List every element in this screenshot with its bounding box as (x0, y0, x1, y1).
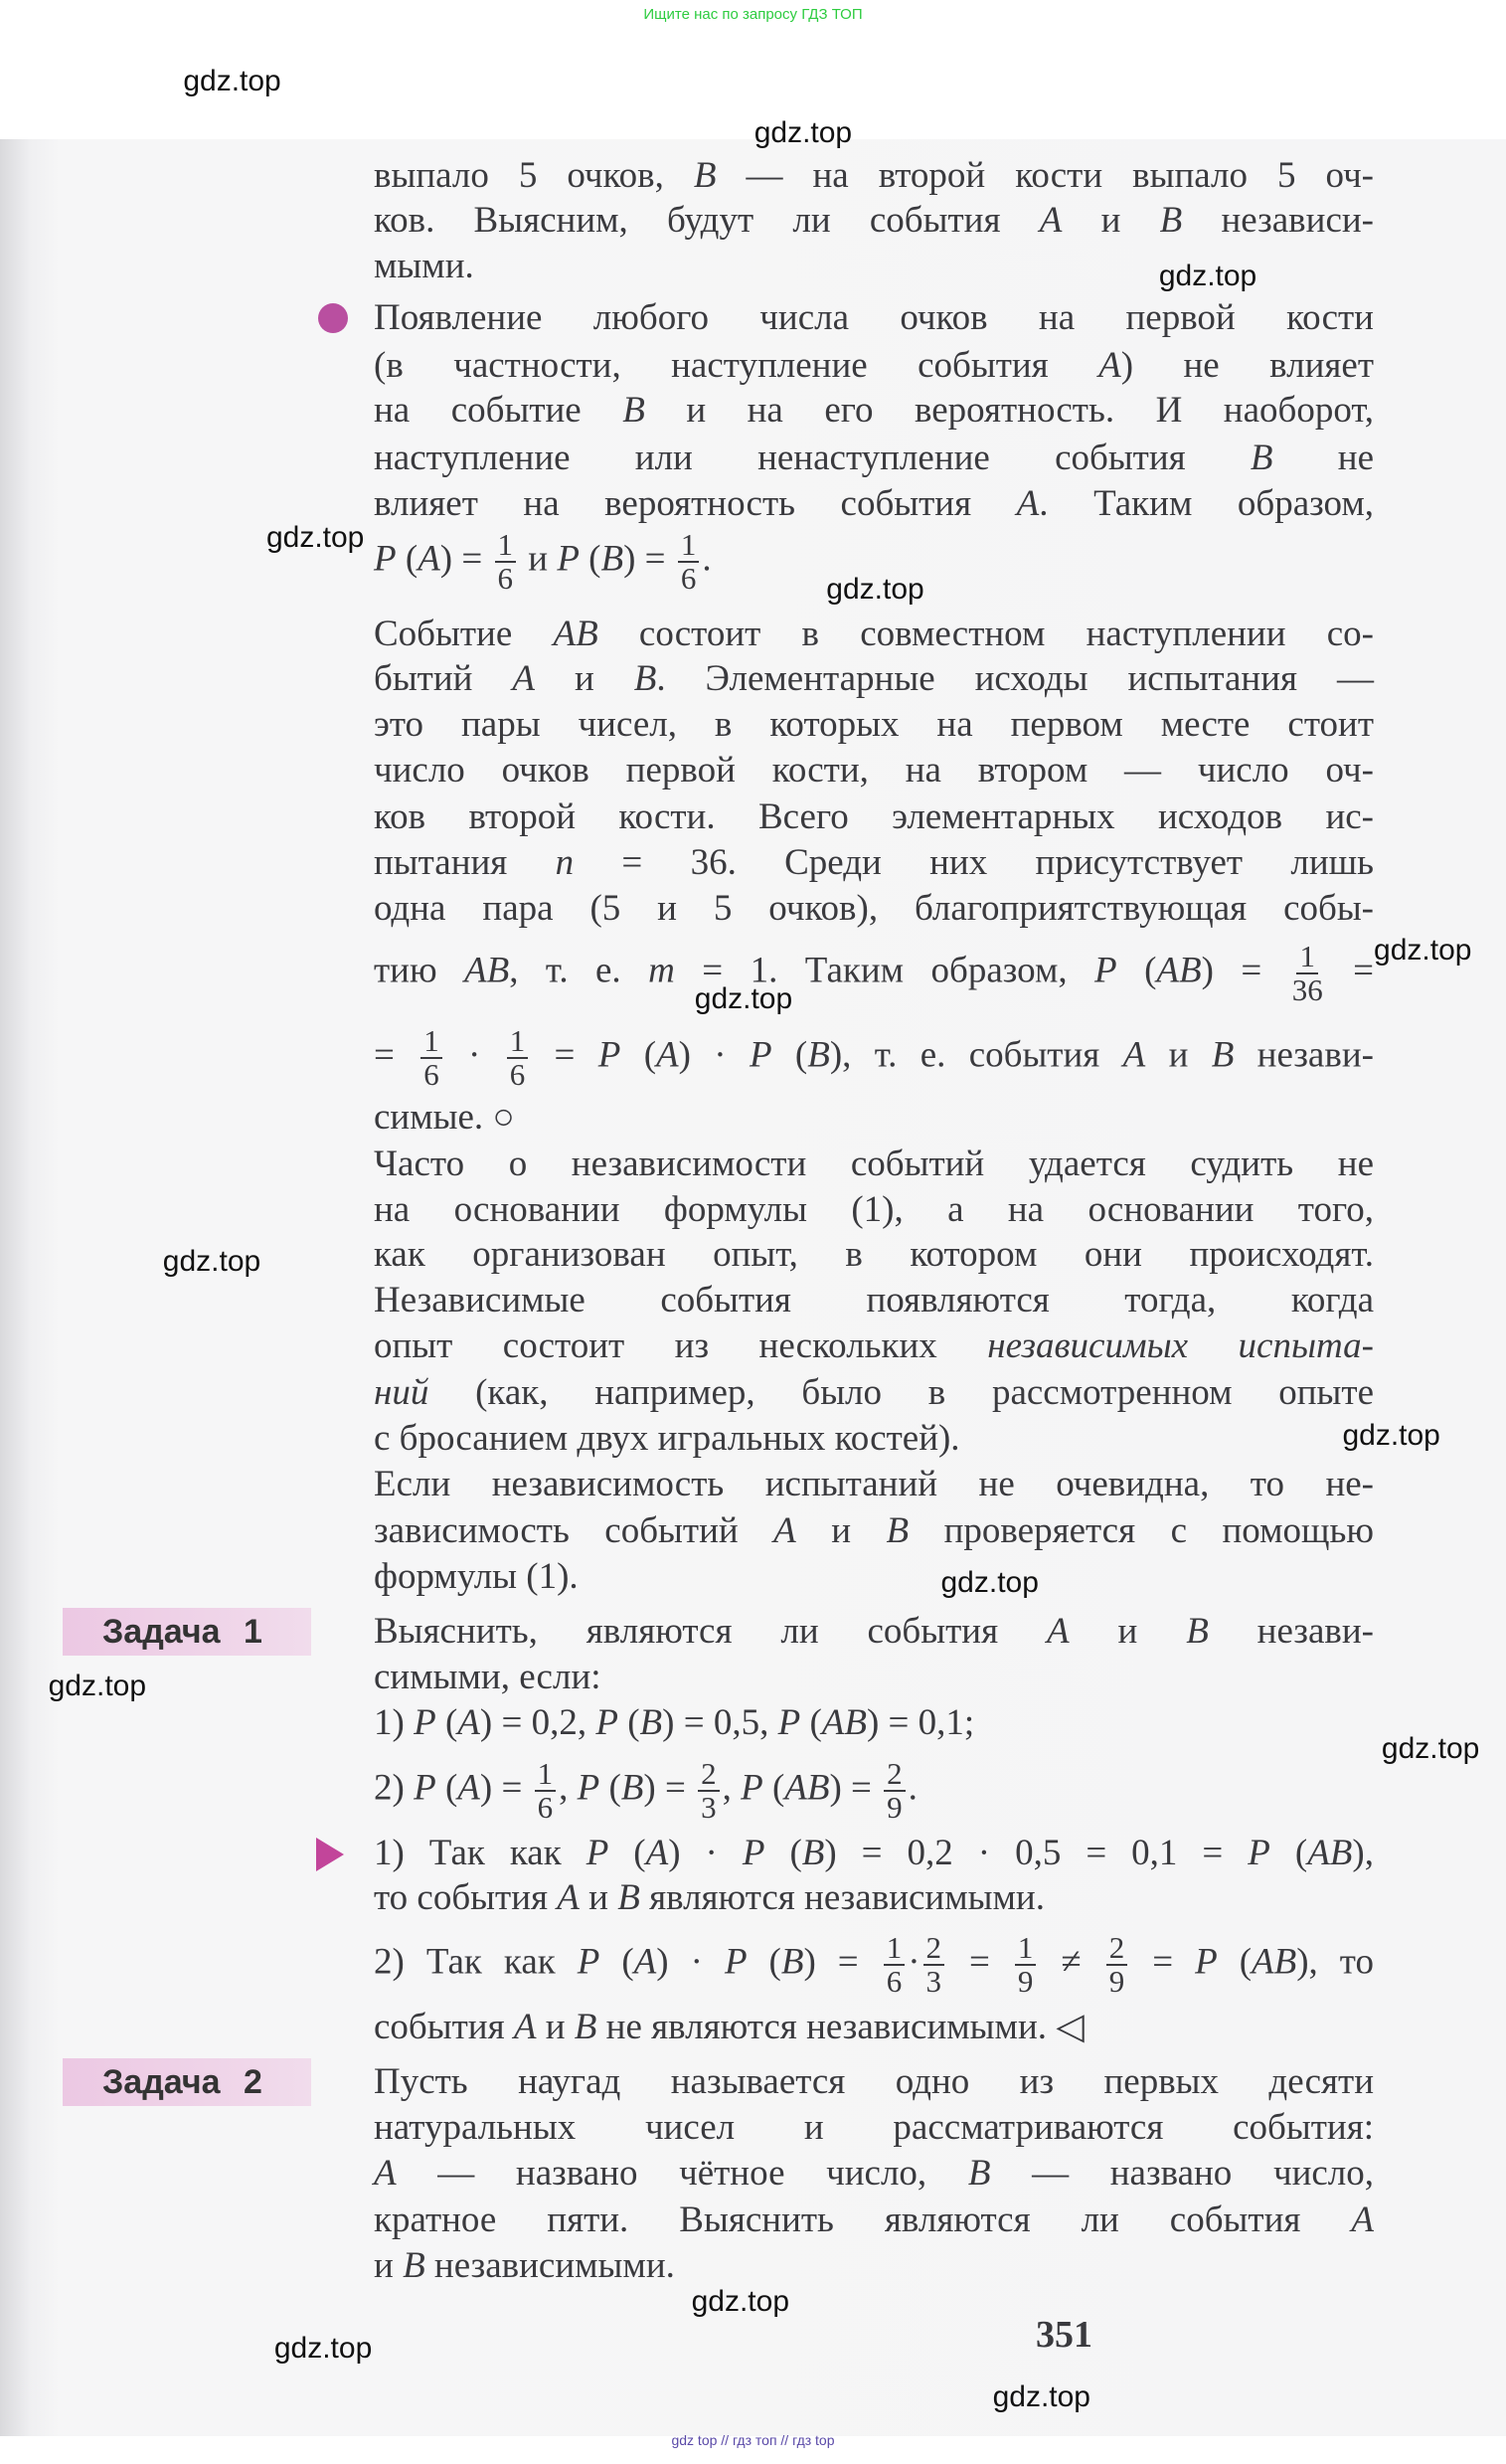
math-variable: B (403, 2244, 425, 2286)
math-variable: B (967, 2152, 991, 2194)
text-line (374, 612, 1374, 657)
math-variable: A (1039, 200, 1063, 242)
math-variable: A (512, 658, 536, 700)
text-run: ( (617, 1701, 640, 1743)
text-line (374, 1323, 1374, 1369)
math-variable: B (620, 1767, 644, 1809)
math-variable: P (724, 1941, 748, 1983)
text-run: — названо число, (990, 2152, 1374, 2194)
text-line (374, 1700, 1374, 1746)
text-run: независи- (1182, 200, 1374, 242)
watermark: gdz.top (694, 982, 793, 1016)
text-run: ( (435, 1767, 458, 1809)
watermark: gdz.top (48, 1670, 147, 1703)
text-run: . (702, 538, 712, 580)
text-run: Часто о независимости событий удается судить не (374, 1143, 1374, 1184)
text-run: то события (374, 1877, 558, 1919)
text-run: независимыми. (424, 2244, 675, 2286)
math-variable: A (457, 1701, 480, 1743)
text-line (374, 1232, 1374, 1278)
text-run: ( (396, 538, 418, 580)
math-variable: P (777, 1701, 801, 1743)
watermark: gdz.top (273, 2332, 373, 2366)
solution-start-marker-icon (318, 303, 348, 333)
watermark: gdz.top (1158, 259, 1257, 292)
math-variable: A (1047, 1611, 1070, 1653)
math-variable: AB (1252, 1941, 1297, 1983)
math-variable: B (1159, 200, 1183, 242)
math-variable: A (557, 1877, 580, 1919)
fraction (420, 1025, 442, 1091)
numerator: 1 (1296, 941, 1318, 974)
text-run: ) = 0,2, (479, 1701, 596, 1743)
text-run: и (535, 658, 634, 700)
text-line (374, 702, 1374, 748)
numerator: 1 (507, 1025, 529, 1059)
text-run: ( (608, 1832, 646, 1873)
text-line (374, 1655, 1374, 1700)
text-line (374, 1554, 1374, 1600)
text-line (374, 748, 1374, 793)
text-run: проверяется с помощью (909, 1510, 1375, 1552)
math-variable: B (801, 1832, 825, 1873)
watermark: gdz.top (1342, 1418, 1440, 1452)
text-line (374, 295, 1374, 341)
text-run: 2) (374, 1767, 415, 1809)
math-variable: B (807, 1034, 830, 1076)
math-variable: B (633, 658, 657, 700)
text-run: ков. Выясним, будут ли события (374, 200, 1040, 242)
text-run: ) = (623, 538, 675, 580)
math-variable: A (656, 1034, 679, 1076)
text-line (374, 198, 1374, 244)
text-run: , т. е. (509, 950, 649, 991)
math-variable: B (886, 1510, 910, 1552)
math-variable: B (617, 1877, 640, 1919)
text-run: ) = (829, 1767, 882, 1809)
text-run: незави- (1208, 1611, 1374, 1653)
math-variable: P (742, 1832, 765, 1873)
text-run: Независимые события появляются тогда, когда (374, 1280, 1374, 1321)
text-line (374, 886, 1374, 932)
text-line (374, 840, 1374, 886)
text-run: — на второй кости выпало 5 оч- (716, 154, 1374, 196)
fraction (884, 1932, 906, 1998)
watermark: gdz.top (940, 1566, 1039, 1600)
text-run: бытий (374, 658, 513, 700)
watermark: gdz.top (265, 521, 365, 555)
text-run: ( (747, 1941, 781, 1983)
text-line (374, 2059, 1374, 2105)
text-run: и (1062, 200, 1160, 242)
text-run: ( (599, 1767, 621, 1809)
text-line (374, 1187, 1374, 1233)
numerator: 2 (1106, 1932, 1128, 1966)
text-run: мыми. (374, 246, 474, 287)
text-line (374, 1462, 1374, 1507)
text-run: и (536, 2006, 575, 2047)
math-variable: P (1248, 1832, 1270, 1873)
text-line (374, 1758, 1374, 1824)
watermark: gdz.top (162, 1244, 261, 1278)
math-variable: B (600, 538, 624, 580)
math-variable: B (693, 154, 717, 196)
math-variable: n (555, 841, 575, 883)
text-run: с бросанием двух игральных костей). (374, 1418, 960, 1460)
text-run: ) = (479, 1767, 532, 1809)
text-run: и (795, 1510, 887, 1552)
denominator: 9 (887, 1790, 903, 1826)
text-run: и (374, 2244, 404, 2286)
text-run: формулы (1). (374, 1555, 579, 1597)
text-run: ( (620, 1034, 657, 1076)
search-hint-banner: Ищите нас по запросу ГДЗ ТОП (643, 6, 863, 23)
text-run: на событие (374, 390, 623, 432)
text-line (374, 1508, 1374, 1554)
fraction (1106, 1932, 1128, 1998)
watermark: gdz.top (691, 2284, 790, 2318)
text-run: ), то (1296, 1941, 1374, 1983)
math-variable: A (513, 2006, 537, 2047)
text-run: ) = (803, 1941, 881, 1983)
text-run: и (519, 538, 558, 580)
numerator: 1 (420, 1025, 442, 1059)
text-line (374, 1370, 1374, 1416)
text-run: опыт состоит из нескольких (374, 1324, 988, 1366)
text-run: Пусть наугад называется одно из первых десяти (374, 2061, 1374, 2102)
text-run: ), (1352, 1832, 1374, 1873)
text-run: Появление любого числа очков на первой кости (374, 297, 1374, 339)
text-line (374, 343, 1374, 389)
text-run: зависимость событий (374, 1510, 774, 1552)
math-variable: P (595, 1701, 618, 1743)
text-run: ≠ (1039, 1941, 1103, 1983)
denominator: 9 (1017, 1964, 1034, 2000)
math-variable: A (645, 1832, 669, 1873)
math-variable: A (1098, 344, 1121, 386)
text-line (374, 938, 1374, 1007)
text-run: Выяснить, являются ли события (374, 1611, 1047, 1653)
math-variable: A (1016, 482, 1040, 524)
math-variable: P (557, 538, 580, 580)
text-run: ( (1217, 1941, 1253, 1983)
text-line (374, 1025, 1374, 1091)
text-line (374, 2243, 1374, 2289)
text-run: симые. ○ (374, 1096, 515, 1138)
text-run: симыми, если: (374, 1656, 601, 1697)
text-line (374, 1142, 1374, 1187)
watermark: gdz.top (826, 573, 924, 607)
text-line (374, 153, 1374, 199)
text-run: , (559, 1767, 578, 1809)
math-variable: AB (821, 1701, 867, 1743)
text-run: ( (771, 1034, 808, 1076)
text-run: одна пара (5 и 5 очков), благоприятствующая собы- (374, 887, 1374, 929)
text-run: ( (579, 538, 601, 580)
text-run: ) · (668, 1832, 743, 1873)
text-run: кратное пяти. Выяснить являются ли события (374, 2199, 1352, 2240)
text-run: · (444, 1034, 504, 1076)
text-run: , (722, 1767, 742, 1809)
watermark: gdz.top (1374, 934, 1472, 968)
text-run: ) = (643, 1767, 696, 1809)
numerator: 1 (678, 529, 700, 563)
fraction (1015, 1932, 1037, 1998)
math-variable: B (780, 1941, 804, 1983)
text-run: и на его вероятность. И наоборот, (644, 390, 1374, 432)
text-run: ( (599, 1941, 634, 1983)
text-run: 2) Так как (374, 1941, 578, 1983)
text-run: — названо чётное число, (396, 2152, 968, 2194)
solution-arrow-icon (316, 1838, 344, 1871)
text-run: ) = 0,5, (662, 1701, 778, 1743)
denominator: 6 (886, 1964, 903, 2000)
text-run: ) = 0,2 · 0,5 = 0,1 = (824, 1832, 1249, 1873)
task-1-label: Задача 1 (63, 1608, 311, 1656)
text-run: наступление или ненаступление события (374, 437, 1251, 478)
text-run: ков второй кости. Всего элементарных исходов ис- (374, 796, 1374, 838)
text-run: натуральных чисел и рассматриваются события: (374, 2106, 1374, 2148)
math-variable: P (1195, 1941, 1218, 1983)
denominator: 9 (1108, 1964, 1125, 2000)
denominator: 6 (509, 1057, 526, 1093)
text-run: . (908, 1767, 918, 1809)
text-run: состоит в совместном наступлении со- (597, 613, 1374, 654)
text-run: пытания (374, 841, 556, 883)
text-run: ) · (678, 1034, 750, 1076)
text-run: · (908, 1941, 920, 1983)
math-variable: B (1211, 1034, 1235, 1076)
text-run: = 36. Среди них присутствует лишь (574, 841, 1374, 883)
math-variable: P (374, 538, 397, 580)
numerator: 1 (535, 1758, 557, 1792)
math-variable: A (633, 1941, 657, 1983)
math-variable: AB (553, 613, 598, 654)
text-run: тию (374, 950, 465, 991)
fraction (884, 1758, 906, 1824)
text-line (374, 1095, 1374, 1141)
math-variable: P (414, 1701, 436, 1743)
text-run: ( (1269, 1832, 1308, 1873)
text-line (374, 1278, 1374, 1323)
math-variable: P (749, 1034, 772, 1076)
text-run: ), т. е. события (829, 1034, 1123, 1076)
text-line (374, 1831, 1374, 1876)
fraction (507, 1025, 529, 1091)
text-line (374, 656, 1374, 702)
denominator: 3 (925, 1964, 942, 2000)
watermark: gdz.top (992, 2380, 1090, 2414)
math-variable: P (577, 1941, 600, 1983)
watermark: gdz.top (1381, 1732, 1480, 1766)
math-variable: P (1094, 950, 1117, 991)
text-run: Событие (374, 613, 554, 654)
math-variable: ний (374, 1372, 429, 1414)
denominator: 3 (701, 1790, 717, 1826)
numerator: 1 (495, 529, 517, 563)
text-run: . Элементарные исходы испытания — (656, 658, 1374, 700)
text-line (374, 1875, 1374, 1921)
page-number: 351 (1036, 2314, 1092, 2356)
text-run: . Таким образом, (1039, 482, 1374, 524)
numerator: 1 (884, 1932, 906, 1966)
text-line (374, 1416, 1374, 1462)
denominator: 36 (1291, 971, 1323, 1007)
denominator: 6 (537, 1790, 554, 1826)
text-run: ) = (439, 538, 492, 580)
text-run: = (374, 1034, 418, 1076)
text-run: незави- (1234, 1034, 1374, 1076)
text-run: = (1130, 1941, 1196, 1983)
text-run: = (947, 1941, 1012, 1983)
text-line (374, 2105, 1374, 2151)
text-run: ) = 0,1; (866, 1701, 975, 1743)
math-variable: B (639, 1701, 663, 1743)
text-run: 1) Так как (374, 1832, 586, 1873)
text-line (374, 481, 1374, 527)
math-variable: AB (1307, 1832, 1353, 1873)
math-variable: P (741, 1767, 763, 1809)
watermark: gdz.top (753, 116, 853, 150)
math-variable: A (418, 538, 440, 580)
text-run: как организован опыт, в котором они происходят. (374, 1234, 1374, 1276)
math-variable: A (457, 1767, 480, 1809)
text-run: влияет на вероятность события (374, 482, 1017, 524)
math-variable: A (1351, 2199, 1374, 2240)
text-run: ) · (656, 1941, 725, 1983)
watermark: gdz.top (183, 65, 281, 98)
text-line (374, 2151, 1374, 2197)
text-run: и (1069, 1611, 1187, 1653)
numerator: 2 (884, 1758, 906, 1792)
fraction (535, 1758, 557, 1824)
math-variable: A (1122, 1034, 1146, 1076)
text-run: выпало 5 очков, (374, 154, 694, 196)
math-variable: B (1186, 1611, 1209, 1653)
text-run: не (1272, 437, 1374, 478)
math-variable: B (1250, 437, 1273, 478)
math-variable: AB (784, 1767, 830, 1809)
numerator: 2 (923, 1932, 945, 1966)
text-run: 1) (374, 1701, 415, 1743)
text-run: ) не влияет (1120, 344, 1374, 386)
task-2-label: Задача 2 (63, 2058, 311, 2106)
text-line (374, 2198, 1374, 2243)
math-variable: A (374, 2152, 397, 2194)
text-run: ( (435, 1701, 458, 1743)
text-run: события (374, 2006, 514, 2047)
text-line (374, 1609, 1374, 1655)
text-run: (как, например, было в рассмотренном опыте (428, 1372, 1374, 1414)
math-variable: P (586, 1832, 609, 1873)
fraction (1291, 938, 1323, 1007)
fraction (923, 1932, 945, 1998)
text-line (374, 1932, 1374, 1998)
math-variable: B (622, 390, 645, 432)
text-run: = 1. Таким образом, (674, 950, 1095, 991)
text-run: ) = (1201, 950, 1289, 991)
text-line (374, 794, 1374, 840)
math-variable: P (414, 1767, 436, 1809)
fraction (698, 1758, 720, 1824)
math-variable: B (574, 2006, 597, 2047)
text-run: число очков первой кости, на втором — число оч- (374, 749, 1374, 791)
math-variable: AB (464, 950, 510, 991)
footer-note: gdz top // гдз топ // гдз top (671, 2432, 835, 2448)
text-run: не являются независимыми. ◁ (596, 2006, 1085, 2047)
text-run: ( (1116, 950, 1157, 991)
fraction (678, 529, 700, 595)
math-variable: P (577, 1767, 600, 1809)
denominator: 6 (423, 1057, 439, 1093)
text-run: и (579, 1877, 618, 1919)
text-run: ( (800, 1701, 822, 1743)
text-run: = (1325, 950, 1374, 991)
text-run: являются независимыми. (639, 1877, 1045, 1919)
text-line (374, 436, 1374, 481)
text-line (374, 2005, 1374, 2050)
fraction (495, 529, 517, 595)
text-run: (в частности, наступление события (374, 344, 1099, 386)
denominator: 6 (497, 561, 513, 597)
text-run: на основании формулы (1), а на основании того, (374, 1188, 1374, 1230)
text-run: = (531, 1034, 598, 1076)
text-run: и (1145, 1034, 1212, 1076)
math-variable: P (597, 1034, 621, 1076)
math-variable: независимых испыта- (987, 1324, 1374, 1366)
text-run: ( (762, 1767, 785, 1809)
math-variable: m (648, 950, 675, 991)
math-variable: A (773, 1510, 796, 1552)
text-run: ( (764, 1832, 802, 1873)
numerator: 1 (1015, 1932, 1037, 1966)
text-line (374, 388, 1374, 434)
numerator: 2 (698, 1758, 720, 1792)
math-variable: AB (1156, 950, 1202, 991)
text-run: Если независимость испытаний не очевидна, то не- (374, 1463, 1374, 1504)
text-run: это пары чисел, в которых на первом месте стоит (374, 704, 1374, 746)
denominator: 6 (680, 561, 697, 597)
